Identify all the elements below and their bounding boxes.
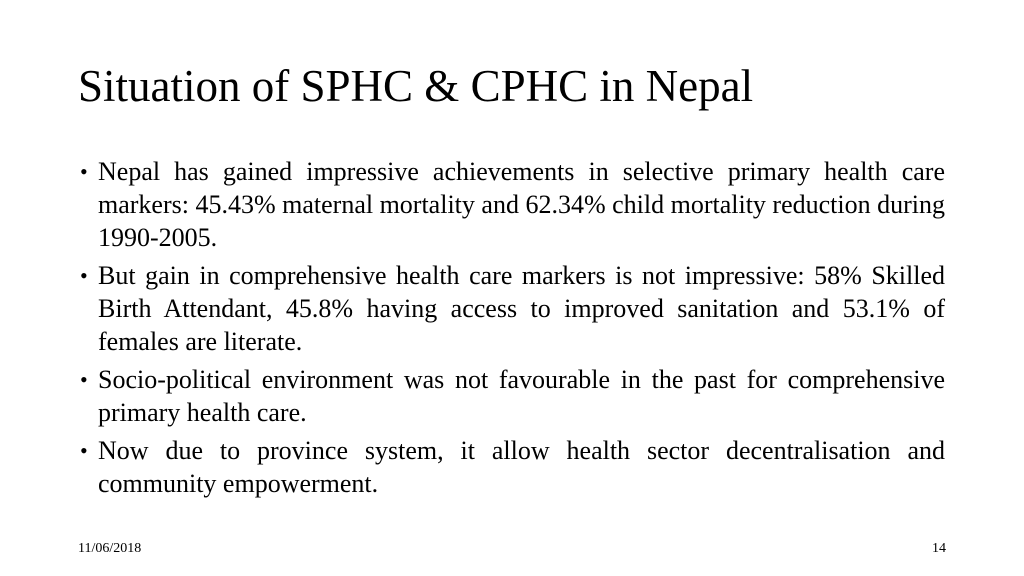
bullet-item	[80, 363, 945, 429]
footer-date: 11/06/2018	[78, 541, 142, 556]
page-number: 14	[932, 541, 946, 556]
bullet-text: Now due to province system, it allow health sector decentralisation and community empowerment.	[98, 436, 945, 498]
bullet-item	[80, 155, 945, 254]
bullet-item	[80, 259, 945, 358]
bullet-text: Socio-political environment was not favourable in the past for comprehensive primary health care.	[98, 365, 945, 427]
bullet-icon: •	[80, 438, 88, 463]
bullet-text: Nepal has gained impressive achievements in selective primary health care markers: 45.43% maternal mortality and 62.34% child mortality reduction during 1990-2005.	[98, 157, 945, 252]
bullet-item	[80, 434, 945, 500]
bullet-icon: •	[80, 263, 88, 288]
bullet-text: But gain in comprehensive health care markers is not impressive: 58% Skilled Birth Attendant, 45.8% having access to improved sanitation and 53.1% of females are literate.	[98, 261, 945, 356]
bullet-icon: •	[80, 367, 88, 392]
slide-title: Situation of SPHC & CPHC in Nepal	[78, 61, 754, 111]
bullet-list	[80, 155, 945, 505]
bullet-icon: •	[80, 159, 88, 184]
